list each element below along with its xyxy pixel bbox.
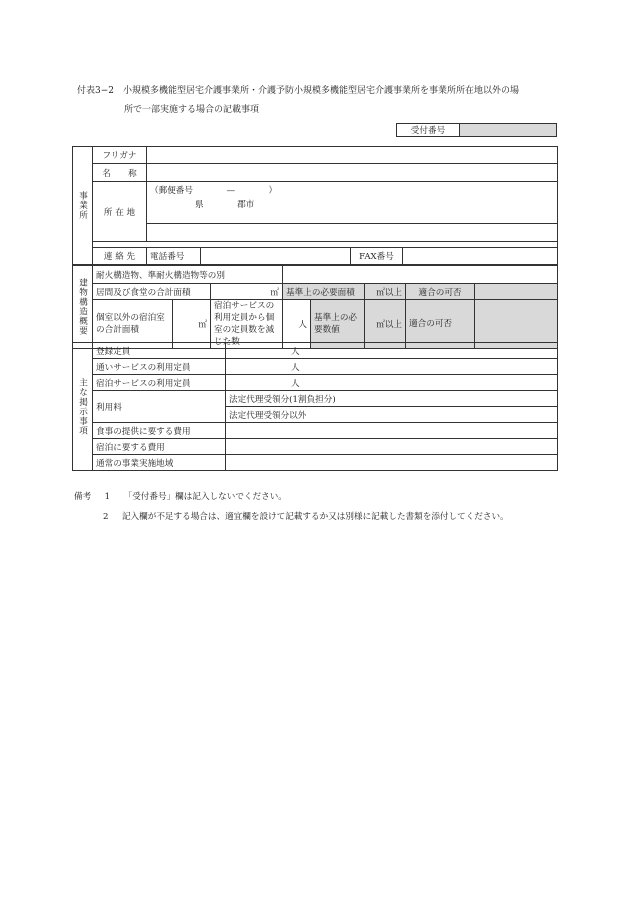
compliance-label-2: 適合の可否 xyxy=(406,300,475,349)
postal-dash: — xyxy=(226,186,236,196)
note-2-text: 記入欄が不足する場合は、適宜欄を設けて記載するか又は別様に記載した書類を添付してください。 xyxy=(121,512,509,522)
compliance-label: 適合の可否 xyxy=(406,284,475,300)
contact-label: 連 絡 先 xyxy=(93,248,147,265)
notes xyxy=(74,487,574,527)
phone-label: 電話番号 xyxy=(147,248,201,265)
note-2-number: 2 xyxy=(103,512,109,522)
name-field[interactable] xyxy=(147,164,558,182)
capacity-minus-unit: 人 xyxy=(298,320,308,330)
postal-close: ） xyxy=(268,186,278,196)
stay-capacity-field[interactable] xyxy=(226,375,558,391)
office-table xyxy=(72,146,558,265)
meal-cost-label: 食事の提供に要する費用 xyxy=(93,423,226,439)
stay-capacity-unit: 人 xyxy=(291,378,300,389)
fee-other-label: 法定代理受領分以外 xyxy=(226,407,558,423)
private-area-unit: ㎡ xyxy=(198,320,207,330)
day-capacity-label: 通いサービスの利用定員 xyxy=(93,359,226,375)
stay-capacity-label: 宿泊サービスの利用定員 xyxy=(93,375,226,391)
compliance-value xyxy=(475,284,558,300)
city-label: 郡市 xyxy=(237,200,255,210)
address-label: 所 在 地 xyxy=(93,182,147,242)
registered-capacity-unit: 人 xyxy=(291,346,300,357)
furigana-field[interactable] xyxy=(147,147,558,164)
required-area-value xyxy=(365,284,406,300)
office-section-label: 事業所 xyxy=(73,147,93,265)
fax-label: FAX番号 xyxy=(351,248,403,265)
stay-cost-label: 宿泊に要する費用 xyxy=(93,439,226,455)
meal-cost-field[interactable] xyxy=(226,423,558,439)
required-area-label: 基準上の必要面積 xyxy=(283,284,365,300)
form-title-line1: 付表3−2 小規模多機能型居宅介護事業所・介護予防小規模多機能型居宅介護事業所を事業所所在地以外の場 xyxy=(77,86,519,96)
service-area-label: 通常の事業実施地域 xyxy=(93,455,226,471)
notice-section-label: 主な掲示事項 xyxy=(73,343,93,471)
building-section-label: 建物構造概要 xyxy=(73,266,93,349)
postal-label: （郵便番号 xyxy=(150,186,193,196)
required-value-label: 基準上の必要数値 xyxy=(311,300,365,349)
day-capacity-unit: 人 xyxy=(291,362,300,373)
private-area-label: 個室以外の宿泊室の合計面積 xyxy=(93,300,173,349)
form-title xyxy=(77,82,567,120)
phone-field[interactable] xyxy=(201,248,351,265)
fax-field[interactable] xyxy=(403,248,558,265)
living-area-label: 居間及び食堂の合計面積 xyxy=(93,284,211,300)
required-value-unit: ㎡以上 xyxy=(376,320,403,330)
address-line2-field[interactable] xyxy=(147,224,558,242)
registered-capacity-label: 登録定員 xyxy=(93,343,226,359)
name-label: 名 称 xyxy=(93,164,147,182)
note-1-text: 「受付番号」欄は記入しないでください。 xyxy=(123,492,287,502)
required-area-unit: ㎡以上 xyxy=(376,287,403,298)
receipt-field xyxy=(460,124,557,137)
fireproof-field[interactable] xyxy=(283,266,558,284)
address-field[interactable] xyxy=(147,182,558,224)
notes-label: 備考 xyxy=(74,492,92,502)
note-2 xyxy=(74,507,574,527)
day-capacity-field[interactable] xyxy=(226,359,558,375)
pref-label: 県 xyxy=(195,200,204,210)
service-area-field[interactable] xyxy=(226,455,558,471)
stay-cost-field[interactable] xyxy=(226,439,558,455)
fireproof-label: 耐火構造物、準耐火構造物等の別 xyxy=(93,266,283,284)
fee-label: 利用料 xyxy=(93,391,226,423)
receipt-label: 受付番号 xyxy=(397,124,460,137)
living-area-field[interactable] xyxy=(211,284,283,300)
note-1 xyxy=(74,487,574,507)
living-area-unit: ㎡ xyxy=(270,287,280,298)
building-table xyxy=(72,265,558,349)
capacity-minus-label: 宿泊サービスの利用定員から個室の定員数を減じた数 xyxy=(211,300,283,349)
registered-capacity-field[interactable] xyxy=(226,343,558,359)
note-1-number: 1 xyxy=(104,492,111,502)
furigana-label: フリガナ xyxy=(93,147,147,164)
notice-table xyxy=(72,342,558,471)
fee-proxy-label: 法定代理受領分(1割負担分) xyxy=(226,391,558,407)
receipt-table xyxy=(396,123,557,137)
form-title-line2: 所で一部実施する場合の記載事項 xyxy=(124,105,260,115)
